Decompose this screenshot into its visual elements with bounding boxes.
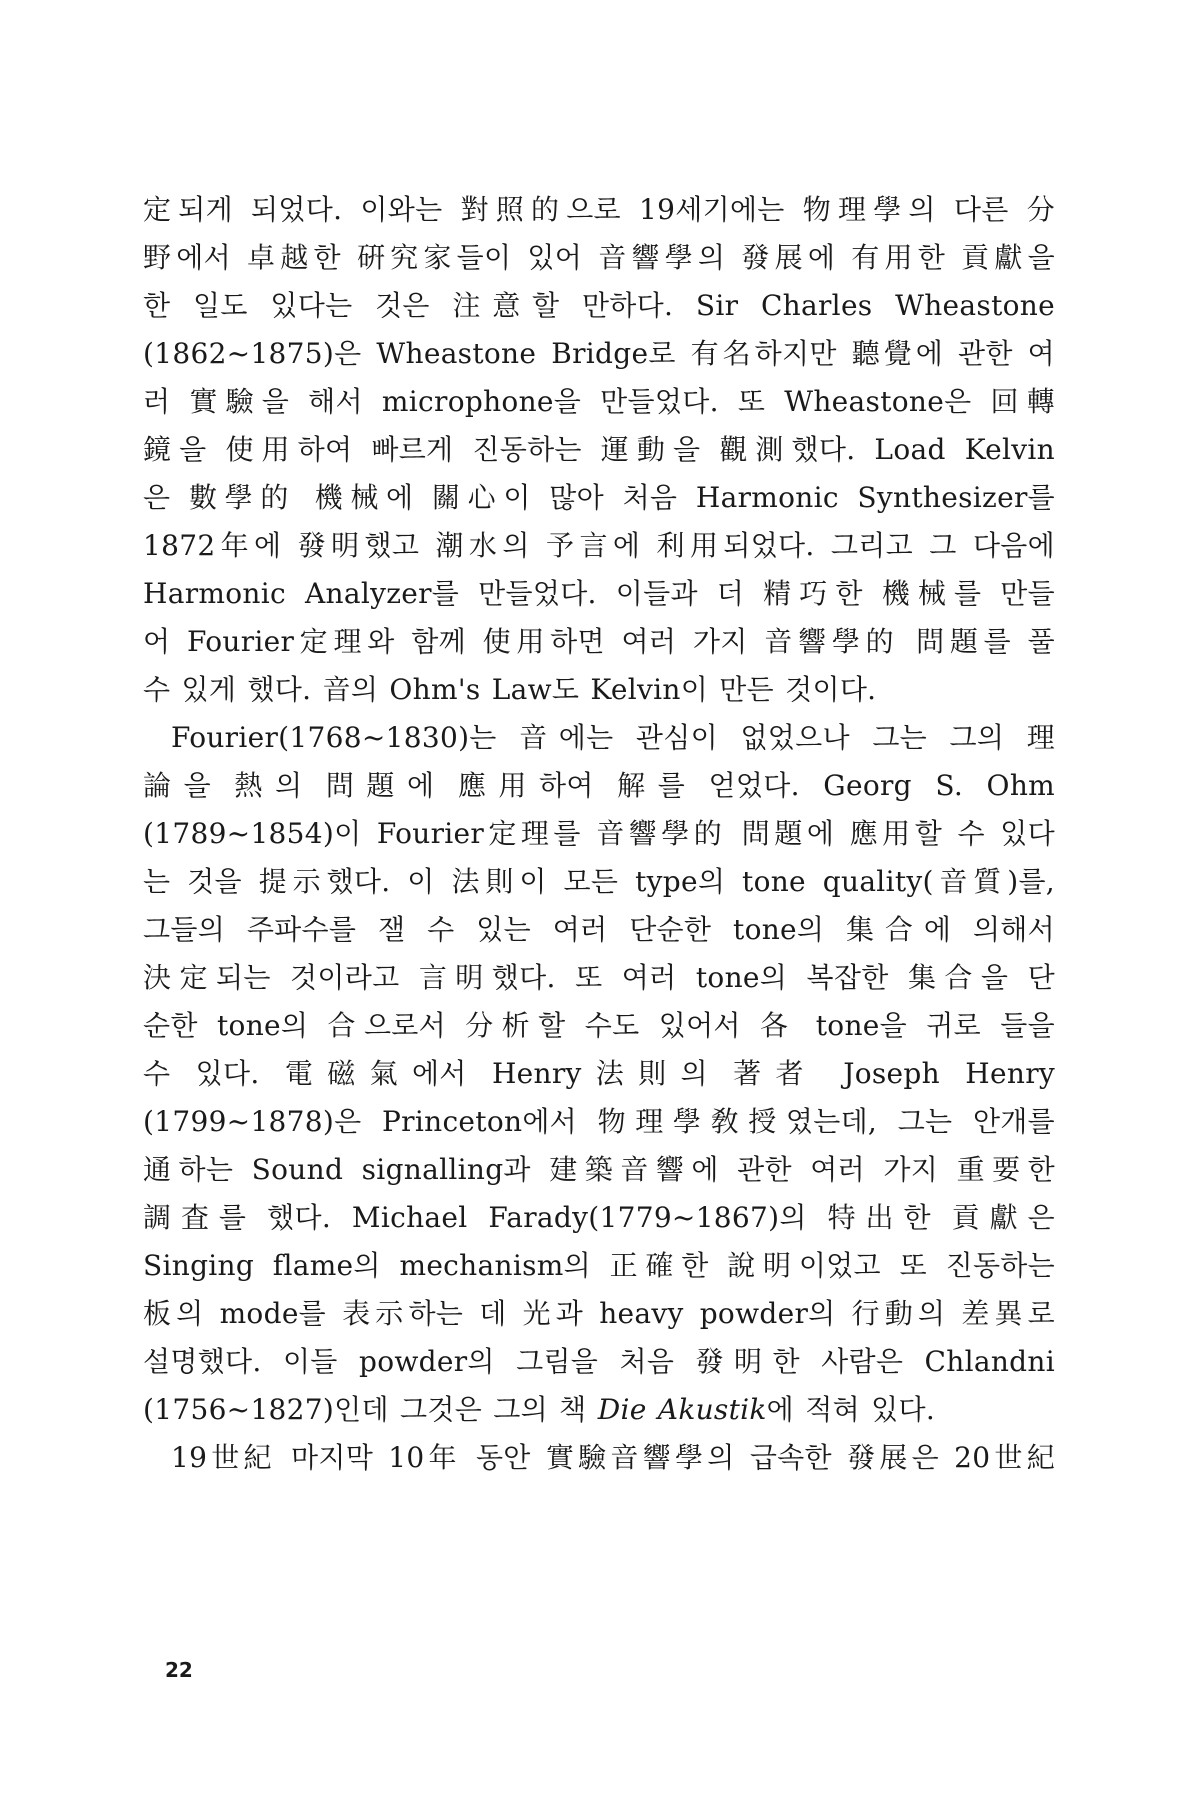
text-line-7: 은 數學的 機械에 關心이 많아 처음 Harmonic Synthesizer를	[143, 481, 1055, 514]
text-line-27: 19世紀 마지막 10年 동안 實驗音響學의 급속한 發展은 20世紀	[171, 1441, 1055, 1474]
text-line-15: 는 것을 提示했다. 이 法則이 모든 type의 tone quality(音質)를,	[143, 865, 1055, 898]
text-line-13: 論을 熱의 問題에 應用하여 解를 얻었다. Georg S. Ohm	[143, 769, 1055, 802]
text-line-24: 板의 mode를 表示하는 데 光과 heavy powder의 行動의 差異로	[143, 1297, 1055, 1330]
text-line-12: Fourier(1768~1830)는 音에는 관심이 없었으나 그는 그의 理	[171, 721, 1055, 754]
text-line-4: (1862~1875)은 Wheastone Bridge로 有名하지만 聽覺에 관한 여	[143, 337, 1055, 370]
text-line-18: 순한 tone의 合으로서 分析할 수도 있어서 各 tone을 귀로 들을	[143, 1009, 1055, 1042]
text-line-21: 通하는 Sound signalling과 建築音響에 관한 여러 가지 重要한	[143, 1153, 1055, 1186]
text-line-1: 定되게 되었다. 이와는 對照的으로 19세기에는 物理學의 다른 分	[143, 193, 1055, 226]
text-line-6: 鏡을 使用하여 빠르게 진동하는 運動을 觀測했다. Load Kelvin	[143, 433, 1055, 466]
page-number: 22	[165, 1658, 193, 1682]
text-line-19: 수 있다. 電磁氣에서 Henry法則의 著者 Joseph Henry	[143, 1057, 1055, 1090]
text-line-5: 러 實驗을 해서 microphone을 만들었다. 또 Wheastone은 回轉	[143, 385, 1055, 418]
text-line-25: 설명했다. 이들 powder의 그림을 처음 發明한 사람은 Chlandni	[143, 1345, 1055, 1378]
text-line-14: (1789~1854)이 Fourier定理를 音響學的 問題에 應用할 수 있다	[143, 817, 1055, 850]
body-text	[143, 186, 1055, 1482]
text-line-23: Singing flame의 mechanism의 正確한 說明이었고 또 진동하는	[143, 1249, 1055, 1282]
text-line-2: 野에서 卓越한 硏究家들이 있어 音響學의 發展에 有用한 貢獻을	[143, 241, 1055, 274]
book-title: Die Akustik	[597, 1393, 767, 1426]
text-line-16: 그들의 주파수를 잴 수 있는 여러 단순한 tone의 集合에 의해서	[143, 913, 1055, 946]
text-line-26-end: 에 적혀 있다.	[766, 1393, 936, 1426]
text-line-8: 1872年에 發明했고 潮水의 予言에 利用되었다. 그리고 그 다음에	[143, 529, 1055, 562]
text-line-3: 한 일도 있다는 것은 注意할 만하다. Sir Charles Wheastone	[143, 289, 1055, 322]
text-line-11: 수 있게 했다. 音의 Ohm's Law도 Kelvin이 만든 것이다.	[143, 673, 877, 706]
text-line-9: Harmonic Analyzer를 만들었다. 이들과 더 精巧한 機械를 만들	[143, 577, 1055, 610]
text-line-10: 어 Fourier定理와 함께 使用하면 여러 가지 音響學的 問題를 풀	[143, 625, 1055, 658]
text-line-22: 調査를 했다. Michael Farady(1779~1867)의 特出한 貢獻은	[143, 1201, 1055, 1234]
text-line-17: 決定되는 것이라고 言明했다. 또 여러 tone의 복잡한 集合을 단	[143, 961, 1055, 994]
text-line-20: (1799~1878)은 Princeton에서 物理學敎授였는데, 그는 안개를	[143, 1105, 1055, 1138]
text-line-26-start: (1756~1827)인데 그것은 그의 책	[143, 1393, 598, 1426]
text-line-26	[143, 1386, 1055, 1434]
